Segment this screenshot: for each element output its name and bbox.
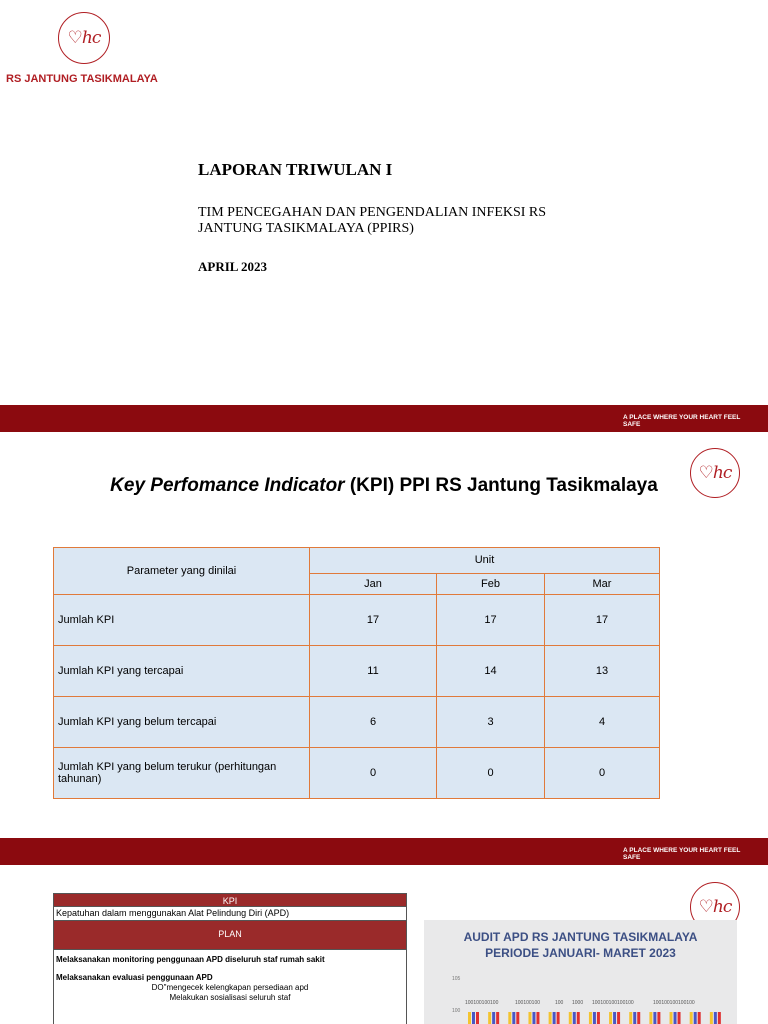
chart-bar: [617, 1012, 620, 1024]
chart-bar: [492, 1012, 495, 1024]
cell-value: 0: [437, 748, 545, 799]
kpi-plan-table: [53, 893, 407, 1024]
plan-line: Melaksanakan evaluasi penggunaan APD: [56, 973, 213, 982]
chart-bar: [718, 1012, 721, 1024]
chart-bar: [516, 1012, 519, 1024]
chart-bar: [512, 1012, 515, 1024]
bar-value-label: 100100100: [515, 1000, 541, 1006]
logo-heart-icon: ♡hc: [698, 897, 732, 917]
y-tick-label: 100: [452, 1008, 461, 1014]
logo-heart-icon: ♡hc: [67, 28, 101, 48]
plan-line: Melakukan sosialisasi seluruh staf: [169, 993, 291, 1002]
slide-cover: [0, 0, 768, 432]
chart-bar: [670, 1012, 673, 1024]
bar-value-label: 100: [555, 1000, 564, 1006]
logo-heart-icon: ♡hc: [698, 463, 732, 483]
row-label: Jumlah KPI yang belum terukur (perhitungan tahunan): [54, 748, 310, 799]
chart-bar: [532, 1012, 535, 1024]
unit-header: Unit: [310, 548, 660, 574]
bar-value-label: 100100100100100: [653, 1000, 695, 1006]
plan-line: DO"mengecek kelengkapan persediaan apd: [151, 983, 309, 992]
chart-bar: [536, 1012, 539, 1024]
chart-bar: [694, 1012, 697, 1024]
cell-value: 0: [545, 748, 660, 799]
chart-bar: [528, 1012, 531, 1024]
tagline: A PLACE WHERE YOUR HEART FEEL SAFE: [623, 847, 741, 861]
chart-bar: [698, 1012, 701, 1024]
chart-bar: [573, 1012, 576, 1024]
kpi-table: [53, 547, 660, 799]
chart-bar: [633, 1012, 636, 1024]
chart-bar: [589, 1012, 592, 1024]
chart-bar: [557, 1012, 560, 1024]
chart-bar: [468, 1012, 471, 1024]
report-title: LAPORAN TRIWULAN I: [198, 160, 393, 179]
plan-header: PLAN: [53, 921, 407, 950]
chart-bar: [629, 1012, 632, 1024]
chart-title-line2: PERIODE JANUARI- MARET 2023: [485, 946, 676, 960]
chart-bar: [508, 1012, 511, 1024]
kpi-header: KPI: [53, 893, 407, 907]
cell-value: 3: [437, 697, 545, 748]
month-header: Feb: [437, 573, 545, 594]
report-subtitle: TIM PENCEGAHAN DAN PENGENDALIAN INFEKSI RS JANTUNG TASIKMALAYA (PPIRS): [198, 205, 547, 236]
slide-kpi: [0, 432, 768, 865]
footer-band: [0, 405, 768, 432]
chart-bar: [710, 1012, 713, 1024]
chart-bar: [674, 1012, 677, 1024]
chart-title-line1: AUDIT APD RS JANTUNG TASIKMALAYA: [463, 930, 698, 944]
plan-line: Melaksanakan monitoring penggunaan APD diseluruh staf rumah sakit: [56, 955, 325, 964]
hospital-logo: [58, 12, 110, 64]
cell-value: 17: [437, 595, 545, 646]
chart-bar: [714, 1012, 717, 1024]
bar-value-label: 100100100100: [465, 1000, 499, 1006]
row-label: Jumlah KPI yang belum tercapai: [54, 697, 310, 748]
param-header: Parameter yang dinilai: [54, 548, 310, 595]
table-row: [54, 697, 660, 748]
chart-bar: [649, 1012, 652, 1024]
report-date: APRIL 2023: [198, 259, 267, 274]
chart-bar: [472, 1012, 475, 1024]
chart-bar: [678, 1012, 681, 1024]
chart-bar: [657, 1012, 660, 1024]
chart-bar: [637, 1012, 640, 1024]
chart-bar: [488, 1012, 491, 1024]
bar-value-label: 1000: [572, 1000, 584, 1006]
chart-bars: [424, 920, 737, 1024]
chart-bar: [476, 1012, 479, 1024]
chart-bar: [569, 1012, 572, 1024]
chart-bar: [577, 1012, 580, 1024]
kpi-text: Kepatuhan dalam menggunakan Alat Pelindung Diri (APD): [53, 907, 407, 921]
chart-bar: [690, 1012, 693, 1024]
table-row: [54, 595, 660, 646]
chart-bar: [653, 1012, 656, 1024]
cell-value: 6: [310, 697, 437, 748]
cell-value: 11: [310, 646, 437, 697]
cell-value: 14: [437, 646, 545, 697]
chart-bar: [613, 1012, 616, 1024]
cell-value: 0: [310, 748, 437, 799]
kpi-title-italic: Key Perfomance Indicator: [110, 475, 345, 496]
cell-value: 17: [545, 595, 660, 646]
chart-bar: [549, 1012, 552, 1024]
plan-content: [53, 950, 407, 1024]
cell-value: 13: [545, 646, 660, 697]
chart-bar: [597, 1012, 600, 1024]
chart-bar: [496, 1012, 499, 1024]
y-tick-label: 105: [452, 976, 461, 982]
table-row: [54, 646, 660, 697]
kpi-title-rest: (KPI) PPI RS Jantung Tasikmalaya: [344, 475, 658, 496]
month-header: Mar: [545, 573, 660, 594]
row-label: Jumlah KPI: [54, 595, 310, 646]
audit-apd-chart: [424, 920, 737, 1024]
row-label: Jumlah KPI yang tercapai: [54, 646, 310, 697]
cell-value: 17: [310, 595, 437, 646]
kpi-title: [0, 475, 768, 497]
tagline: A PLACE WHERE YOUR HEART FEEL SAFE: [623, 414, 741, 428]
footer-band: [0, 838, 768, 865]
chart-bar: [609, 1012, 612, 1024]
slide-apd: [0, 865, 768, 1024]
bar-value-label: 100100100100100: [592, 1000, 634, 1006]
month-header: Jan: [310, 573, 437, 594]
table-row: [54, 748, 660, 799]
chart-bar: [593, 1012, 596, 1024]
cell-value: 4: [545, 697, 660, 748]
chart-bar: [553, 1012, 556, 1024]
org-name: RS JANTUNG TASIKMALAYA: [6, 73, 158, 85]
